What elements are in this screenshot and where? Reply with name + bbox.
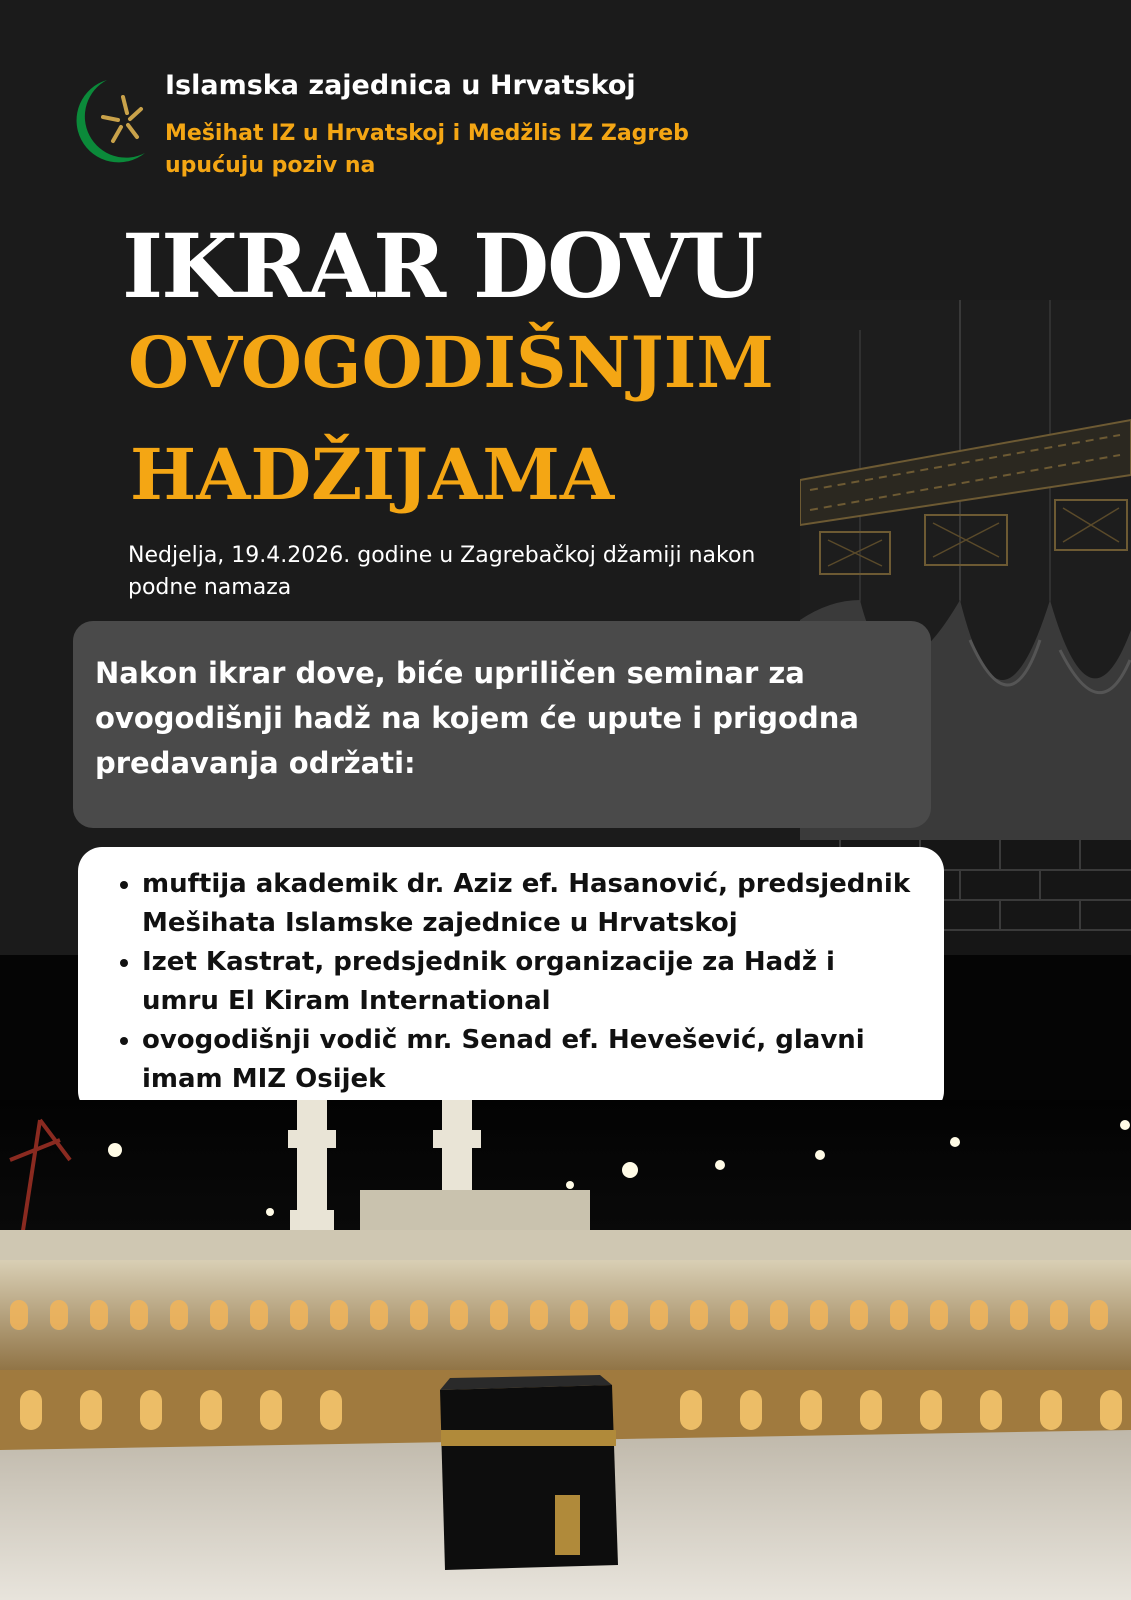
- title-line-3: HADŽIJAMA: [130, 433, 615, 516]
- masjid-al-haram-photo: [0, 1100, 1131, 1600]
- speakers-list: [100, 865, 918, 1099]
- event-date-place: Nedjelja, 19.4.2026. godine u Zagrebačkoj džamiji nakon podne namaza: [128, 543, 756, 600]
- speaker-item: Izet Kastrat, predsjednik organizacije za Hadž i umru El Kiram International: [100, 943, 918, 1021]
- seminar-intro: Nakon ikrar dove, biće upriličen seminar za ovogodišnji hadž na kojem će upute i prigodna predavanja održati:: [95, 656, 859, 780]
- organization-name: Islamska zajednica u Hrvatskoj: [165, 70, 636, 101]
- speaker-item: muftija akademik dr. Aziz ef. Hasanović, predsjednik Mešihata Islamske zajednice u Hrvatskoj: [100, 865, 918, 943]
- speakers-box: [78, 847, 944, 1115]
- seminar-info-box: [73, 621, 931, 828]
- islamic-community-logo: [55, 75, 150, 165]
- speaker-item: ovogodišnji vodič mr. Senad ef. Hevešević, glavni imam MIZ Osijek: [100, 1021, 918, 1099]
- invitation-text: Mešihat IZ u Hrvatskoj i Medžlis IZ Zagreb upućuju poziv na: [165, 121, 689, 178]
- title-line-2: OVOGODIŠNJIM: [128, 321, 774, 404]
- title-line-1: IKRAR DOVU: [122, 214, 762, 318]
